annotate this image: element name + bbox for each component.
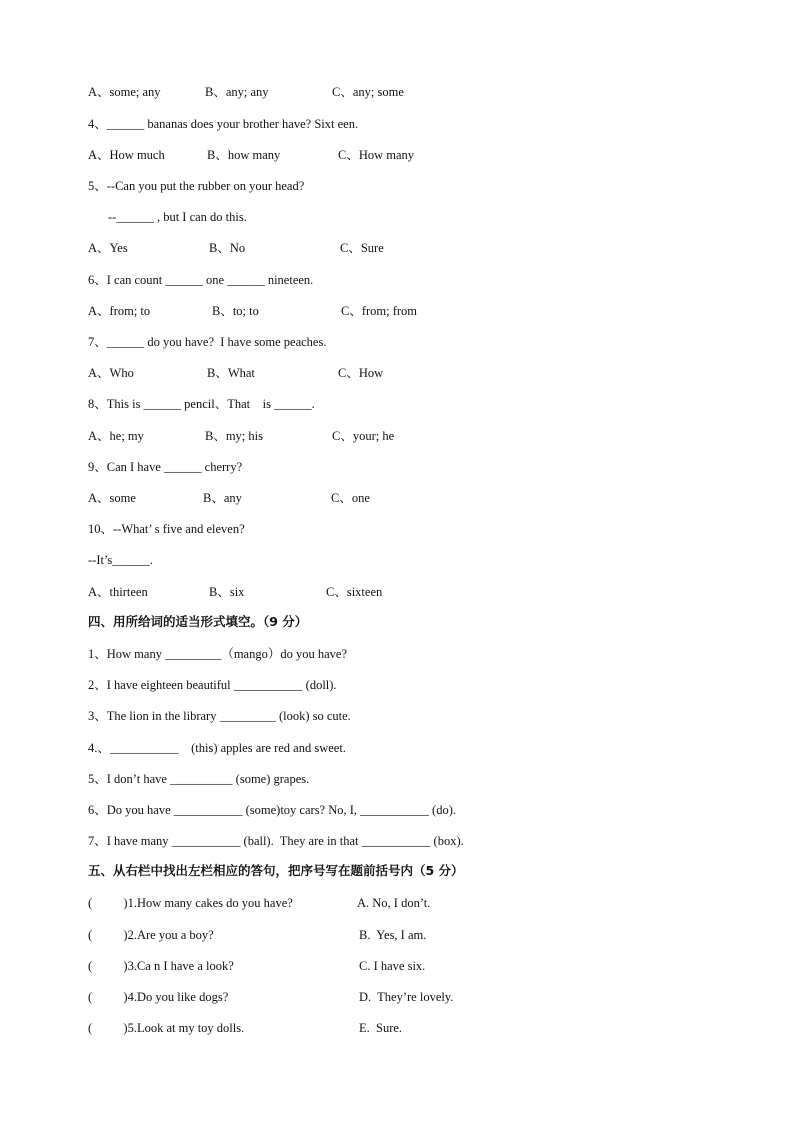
q6-stem: 6、I can count ______ one ______ nineteen. [88, 273, 314, 287]
matching-answer: B. Yes, I am. [359, 928, 427, 942]
matching-question: ( )5.Look at my toy dolls. [88, 1021, 245, 1035]
section4-item: 3、The lion in the library _________ (look) so cute. [88, 709, 351, 723]
q4-option-b: B、how many [207, 148, 281, 162]
q6-option-a: A、from; to [88, 304, 151, 318]
q7-stem: 7、______ do you have? I have some peaches. [88, 335, 327, 349]
section4-item: 7、I have many ___________ (ball). They are in that ___________ (box). [88, 834, 464, 848]
section4-item: 1、How many _________（mango）do you have? [88, 647, 347, 661]
q10-option-a: A、thirteen [88, 585, 148, 599]
q8-option-b: B、my; his [205, 429, 263, 443]
q8-option-a: A、he; my [88, 429, 144, 443]
q4-option-a: A、How much [88, 148, 165, 162]
q7-option-b: B、What [207, 366, 255, 380]
q5-reply: --______ , but I can do this. [108, 210, 247, 224]
q9-option-b: B、any [203, 491, 242, 505]
q3-option-c: C、any; some [332, 85, 404, 99]
matching-question: ( )4.Do you like dogs? [88, 990, 229, 1004]
q5-option-a: A、Yes [88, 241, 128, 255]
q7-option-c: C、How [338, 366, 384, 380]
q5-option-c: C、Sure [340, 241, 384, 255]
section4-item: 6、Do you have ___________ (some)toy cars? No, I, ___________ (do). [88, 803, 456, 817]
matching-question: ( )1.How many cakes do you have? [88, 896, 293, 910]
q3-option-b: B、any; any [205, 85, 269, 99]
q5-option-b: B、No [209, 241, 246, 255]
section4-item: 2、I have eighteen beautiful ___________ (doll). [88, 678, 337, 692]
matching-answer: A. No, I don’t. [357, 896, 431, 910]
q8-stem: 8、This is ______ pencil、That is ______. [88, 397, 315, 411]
q4-option-c: C、How many [338, 148, 415, 162]
section4-item: 5、I don’t have __________ (some) grapes. [88, 772, 310, 786]
section4-heading: 四、用所给词的适当形式填空。（9 分） [88, 614, 308, 629]
q3-option-a: A、some; any [88, 85, 161, 99]
q5-stem: 5、--Can you put the rubber on your head? [88, 179, 305, 193]
q10-option-c: C、sixteen [326, 585, 383, 599]
matching-answer: C. I have six. [359, 959, 426, 973]
q10-stem: 10、--What’ s five and eleven? [88, 522, 245, 536]
q6-option-b: B、to; to [212, 304, 259, 318]
q9-stem: 9、Can I have ______ cherry? [88, 460, 243, 474]
q8-option-c: C、your; he [332, 429, 395, 443]
q7-option-a: A、Who [88, 366, 134, 380]
q9-option-c: C、one [331, 491, 370, 505]
section5-heading: 五、从右栏中找出左栏相应的答句，把序号写在题前括号内（5 分） [88, 863, 464, 878]
q10-option-b: B、six [209, 585, 245, 599]
section4-item: 4.、___________ (this) apples are red and sweet. [88, 741, 346, 755]
matching-question: ( )2.Are you a boy? [88, 928, 214, 942]
q10-reply: --It’s______. [88, 553, 153, 567]
matching-answer: D. They’re lovely. [359, 990, 454, 1004]
matching-question: ( )3.Ca n I have a look? [88, 959, 234, 973]
q9-option-a: A、some [88, 491, 136, 505]
matching-answer: E. Sure. [359, 1021, 403, 1035]
q4-stem: 4、______ bananas does your brother have? Sixt een. [88, 117, 359, 131]
q6-option-c: C、from; from [341, 304, 418, 318]
